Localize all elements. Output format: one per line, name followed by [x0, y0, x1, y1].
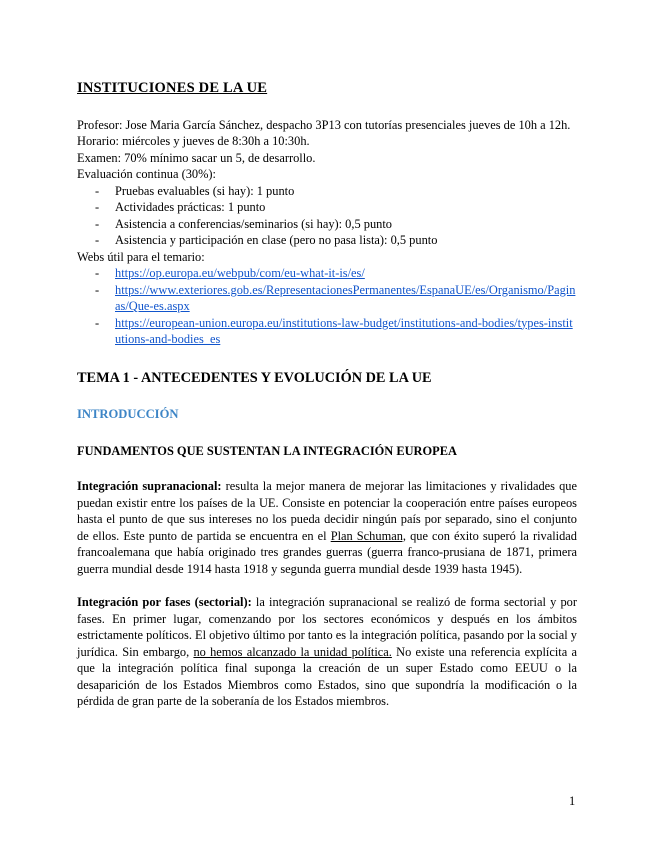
plan-schuman-link: Plan Schuman,: [330, 528, 406, 543]
profesor-line: Profesor: Jose Maria García Sánchez, despacho 3P13 con tutorías presenciales jueves de 10h a 12h.: [77, 117, 571, 132]
evaluation-list: [77, 183, 577, 249]
underlined-text: no hemos alcanzado la unidad política.: [193, 644, 392, 659]
tema-heading: TEMA 1 - ANTECEDENTES Y EVOLUCIÓN DE LA UE: [77, 369, 432, 386]
list-item: - Asistencia y participación en clase (pero no pasa lista): 0,5 punto: [77, 232, 577, 249]
page-content: [77, 80, 577, 727]
list-item: [77, 282, 577, 315]
list-item: - Asistencia a conferencias/seminarios (si hay): 0,5 punto: [77, 216, 577, 233]
examen-line: Examen: 70% mínimo sacar un 5, de desarrollo.: [77, 150, 316, 165]
list-item: - Actividades prácticas: 1 punto: [77, 199, 577, 216]
webs-label: Webs útil para el temario:: [77, 249, 205, 264]
horario-line: Horario: miércoles y jueves de 8:30h a 10:30h.: [77, 134, 310, 148]
list-item: [77, 265, 577, 282]
fundamentos-heading: FUNDAMENTOS QUE SUSTENTAN LA INTEGRACIÓN EUROPEA: [77, 443, 457, 458]
web-link-exteriores[interactable]: https://www.exteriores.gob.es/RepresentacionesPermanentes/EspanaUE/es/Organismo/Paginas/Que-es.aspx: [115, 282, 576, 313]
webs-list: [77, 265, 577, 348]
intro-heading: INTRODUCCIÓN: [77, 407, 179, 421]
web-link-european-union[interactable]: https://european-union.europa.eu/institutions-law-budget/institutions-and-bodies/types-institutions-and-bodies_es: [115, 315, 573, 346]
web-link-op-europa[interactable]: https://op.europa.eu/webpub/com/eu-what-it-is/es/: [115, 266, 365, 280]
list-item: [77, 315, 577, 348]
document-title: INSTITUCIONES DE LA UE: [77, 80, 268, 96]
page-number: 1: [569, 794, 576, 808]
evaluacion-line: Evaluación continua (30%):: [77, 167, 217, 181]
paragraph-sectorial: [77, 594, 577, 710]
term-sectorial: Integración por fases (sectorial):: [77, 595, 252, 609]
list-item: - Pruebas evaluables (si hay): 1 punto: [77, 183, 577, 200]
paragraph-text: resulta la mejor manera de mejorar las limitaciones y rivalidades que puedan existir entre los países de la UE. Consiste en potenciar la cooperación entre países europeos hasta el punto de que sus intereses no los pueda decidir ningún país por separado, sino el conjunto de ellos. Este punto de partida se encuentra en el: [77, 479, 577, 543]
term-supranacional: Integración supranacional:: [77, 479, 222, 493]
paragraph-text: que con éxito superó la rivalidad francoalemana que había originado tres grandes guerras (guerra franco-prusiana de 1871, primera guerra mundial desde 1914 hasta 1918 y segunda guerra mundial desde 1939 hasta 1945).: [77, 528, 578, 576]
paragraph-text: la integración supranacional se realizó de forma sectorial y por fases. En primer lugar, comenzando por los sectores económicos y después en los ámbitos estrictamente políticos. El objetivo último por tanto es la integración política, pasando por la social y jurídica. Sin embargo,: [77, 595, 578, 659]
paragraph-text: No existe una referencia explícita a que la integración política final suponga la creación de un super Estado como EEUU o la desaparición de los Estados Miembros como Estados, sino que supondría la modificación o la pérdida de gran parte de la soberanía de los Estados miembros.: [77, 644, 577, 708]
paragraph-supranacional: [77, 478, 577, 577]
